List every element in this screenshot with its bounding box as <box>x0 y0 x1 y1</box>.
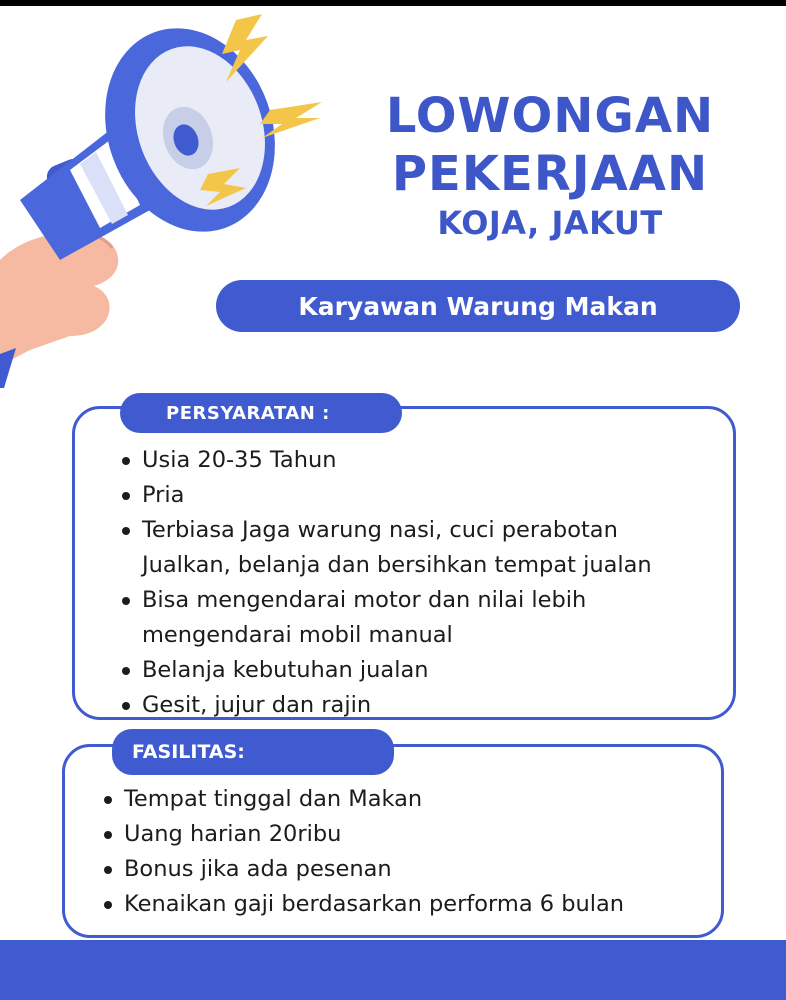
position-label: Karyawan Warung Makan <box>298 291 658 321</box>
location-subtitle: KOJA, JAKUT <box>437 204 663 242</box>
list-item-continuation: mengendarai mobil manual <box>142 622 453 648</box>
list-item: Uang harian 20ribu <box>102 817 624 852</box>
list-item: Bonus jika ada pesenan <box>102 852 624 887</box>
list-item: Gesit, jujur dan rajin <box>120 688 652 723</box>
list-item: Kenaikan gaji berdasarkan performa 6 bulan <box>102 887 624 922</box>
requirements-heading: PERSYARATAN : <box>120 393 402 433</box>
top-border <box>0 0 786 6</box>
list-item: Bisa mengendarai motor dan nilai lebih <box>120 583 652 618</box>
bottom-banner <box>0 940 786 1000</box>
list-item-continuation: Jualkan, belanja dan bersihkan tempat jualan <box>142 552 652 578</box>
list-item: Tempat tinggal dan Makan <box>102 782 624 817</box>
list-item: Usia 20-35 Tahun <box>120 443 652 478</box>
megaphone-illustration <box>0 10 340 390</box>
title-line-2: PEKERJAAN <box>391 146 709 202</box>
list-item: Terbiasa Jaga warung nasi, cuci perabotan <box>120 513 652 548</box>
list-item: Pria <box>120 478 652 513</box>
requirements-list <box>120 443 652 723</box>
title-line-1: LOWONGAN <box>385 88 715 144</box>
facilities-heading: FASILITAS: <box>112 729 394 775</box>
position-badge <box>216 280 740 332</box>
facilities-list <box>102 782 624 922</box>
list-item: Belanja kebutuhan jualan <box>120 653 652 688</box>
